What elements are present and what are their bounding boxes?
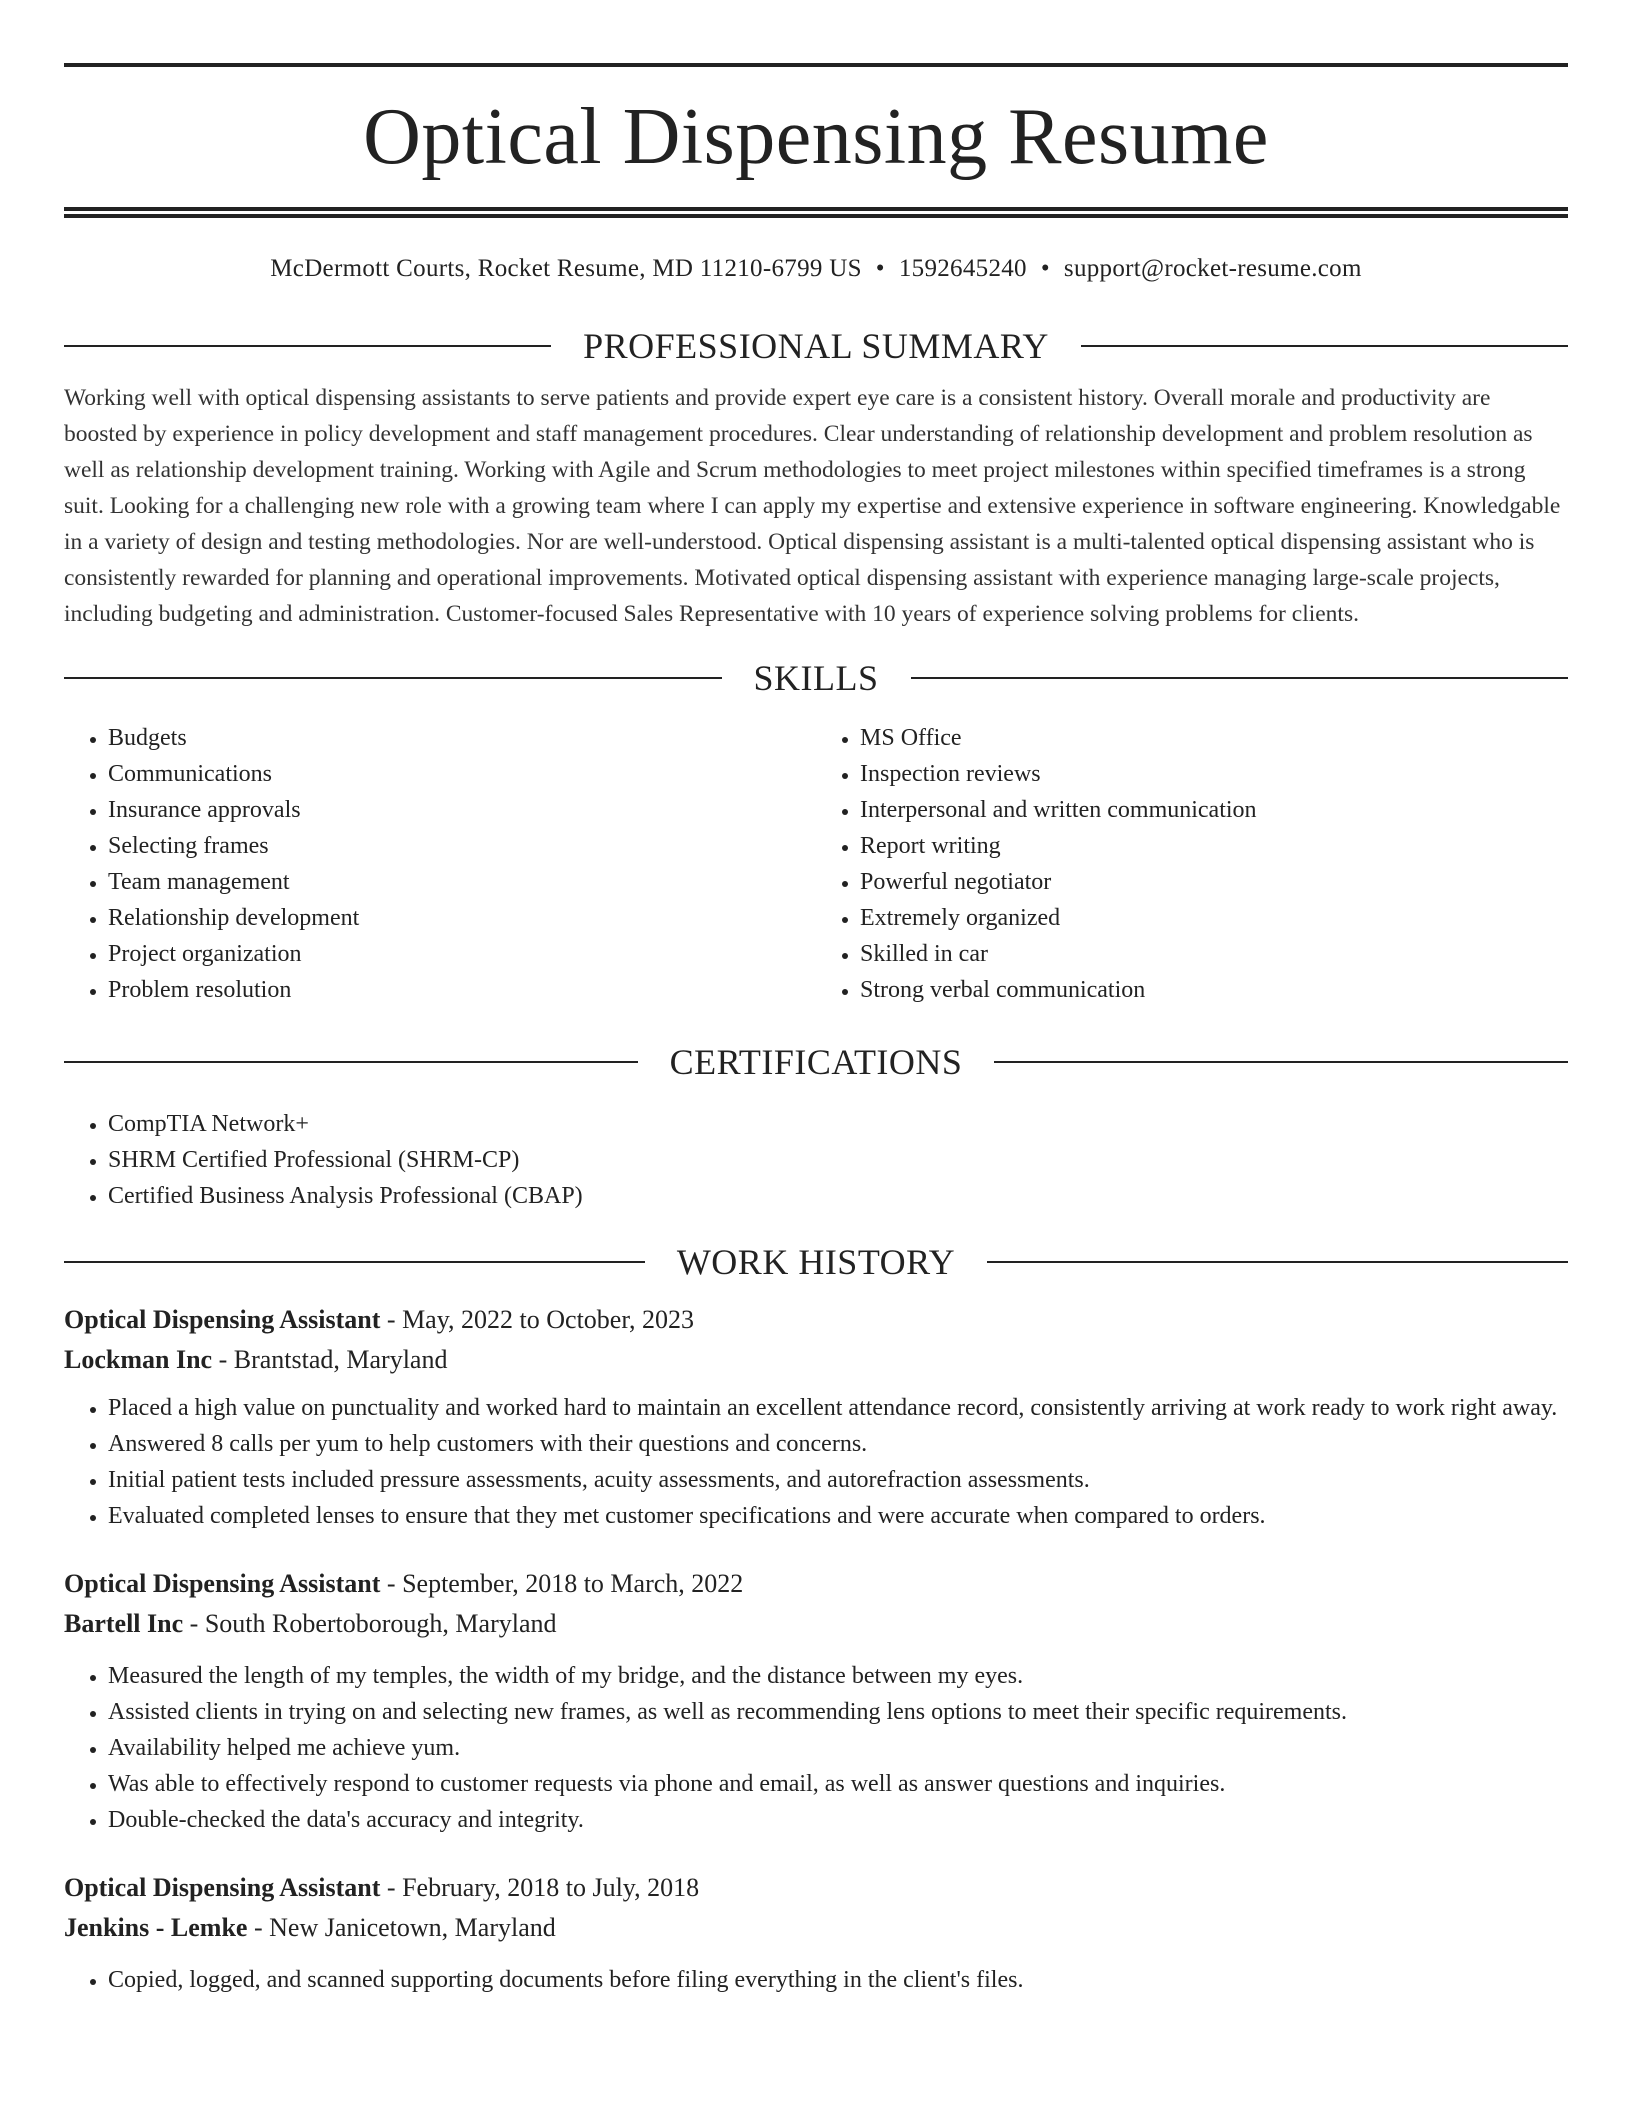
job-dates: - May, 2022 to October, 2023 xyxy=(380,1305,694,1334)
summary-text: Working well with optical dispensing assistants to serve patients and provide expert eye care is a consistent history. Overall morale and productivity are boosted by experience in policy development and staff management procedures. Clear understanding of relationship development and problem resolution as well as relationship development training. Working with Agile and Scrum methodologies to meet project milestones within specified timeframes is a strong suit. Looking for a challenging new role with a growing team where I can apply my expertise and extensive experience in software engineering. Knowledgable in a variety of design and testing methodologies. Nor are well-understood. Optical dispensing assistant is a multi-talented optical dispensing assistant who is consistently rewarded for planning and operational improvements. Motivated optical dispensing assistant with experience managing large-scale projects, including budgeting and administration. Customer-focused Sales Representative with 10 years of experience solving problems for clients. xyxy=(64,385,1561,627)
job-entry xyxy=(64,1300,1568,1534)
job-company: Lockman Inc xyxy=(64,1345,213,1374)
skill-item: • Relationship development xyxy=(108,900,816,936)
skill-item: • Skilled in car xyxy=(860,936,1568,972)
certification-item: • Certified Business Analysis Professional (CBAP) xyxy=(108,1178,1568,1214)
skill-item: • MS Office xyxy=(860,720,1568,756)
skill-item: • Interpersonal and written communication xyxy=(860,792,1568,828)
contact-phone: 1592645240 xyxy=(898,255,1027,282)
page-title: Optical Dispensing Resume xyxy=(363,93,1269,181)
skills-list xyxy=(64,720,1568,1008)
job-company-line xyxy=(64,1604,1568,1644)
divider xyxy=(987,1261,1568,1263)
skill-item: • Problem resolution xyxy=(108,972,816,1008)
job-dates: - February, 2018 to July, 2018 xyxy=(380,1873,700,1902)
job-title: Optical Dispensing Assistant xyxy=(64,1569,381,1598)
job-title-line xyxy=(64,1868,1568,1908)
job-bullet: • Measured the length of my temples, the width of my bridge, and the distance between my eyes. xyxy=(108,1658,1568,1694)
job-bullet: • Evaluated completed lenses to ensure that they met customer specifications and were accurate when compared to orders. xyxy=(108,1498,1568,1534)
divider xyxy=(64,345,551,347)
job-title-line xyxy=(64,1300,1568,1340)
job-dates: - September, 2018 to March, 2022 xyxy=(380,1569,744,1598)
contact-email: support@rocket-resume.com xyxy=(1063,255,1362,282)
job-company-line xyxy=(64,1908,1568,1948)
skill-item: • Insurance approvals xyxy=(108,792,816,828)
contact-separator: • xyxy=(1040,255,1050,282)
job-title: Optical Dispensing Assistant xyxy=(64,1305,381,1334)
job-bullet: • Was able to effectively respond to customer requests via phone and email, as well as answer questions and inquiries. xyxy=(108,1766,1568,1802)
skill-item: • Strong verbal communication xyxy=(860,972,1568,1008)
job-bullet: • Availability helped me achieve yum. xyxy=(108,1730,1568,1766)
job-bullet: • Copied, logged, and scanned supporting documents before filing everything in the client's files. xyxy=(108,1962,1568,1998)
skill-item: • Extremely organized xyxy=(860,900,1568,936)
section-heading-summary xyxy=(64,328,1568,364)
title-double-rule xyxy=(64,207,1568,218)
divider xyxy=(1081,345,1568,347)
job-entry xyxy=(64,1868,1568,1998)
job-title-line xyxy=(64,1564,1568,1604)
section-title: PROFESSIONAL SUMMARY xyxy=(583,326,1049,366)
divider xyxy=(911,677,1569,679)
resume-page xyxy=(64,0,1568,1998)
job-bullets xyxy=(64,1658,1568,1838)
skill-item: • Project organization xyxy=(108,936,816,972)
section-heading-skills xyxy=(64,660,1568,696)
contact-separator: • xyxy=(875,255,885,282)
divider xyxy=(64,1261,645,1263)
job-bullet: • Double-checked the data's accuracy and integrity. xyxy=(108,1802,1568,1838)
certification-item: • CompTIA Network+ xyxy=(108,1106,1568,1142)
job-bullet: • Placed a high value on punctuality and worked hard to maintain an excellent attendance record, consistently arriving at work ready to work right away. xyxy=(108,1390,1568,1426)
job-title: Optical Dispensing Assistant xyxy=(64,1873,381,1902)
section-title: CERTIFICATIONS xyxy=(669,1042,963,1082)
skills-column-right xyxy=(816,720,1568,1008)
skill-item: • Report writing xyxy=(860,828,1568,864)
skill-item: • Powerful negotiator xyxy=(860,864,1568,900)
job-entry xyxy=(64,1564,1568,1838)
job-bullet: • Initial patient tests included pressure assessments, acuity assessments, and autorefraction assessments. xyxy=(108,1462,1568,1498)
contact-line xyxy=(64,254,1568,284)
section-title: WORK HISTORY xyxy=(676,1242,956,1282)
certifications-list xyxy=(64,1106,1568,1214)
job-location: - Brantstad, Maryland xyxy=(212,1345,448,1374)
skill-item: • Communications xyxy=(108,756,816,792)
job-company-line xyxy=(64,1340,1568,1380)
divider xyxy=(64,677,722,679)
job-company: Jenkins - Lemke xyxy=(64,1913,248,1942)
skills-column-left xyxy=(64,720,816,1008)
skill-item: • Budgets xyxy=(108,720,816,756)
job-bullets xyxy=(64,1962,1568,1998)
skill-item: • Inspection reviews xyxy=(860,756,1568,792)
job-bullet: • Assisted clients in trying on and selecting new frames, as well as recommending lens options to meet their specific requirements. xyxy=(108,1694,1568,1730)
certification-item: • SHRM Certified Professional (SHRM-CP) xyxy=(108,1142,1568,1178)
job-bullet: • Answered 8 calls per yum to help customers with their questions and concerns. xyxy=(108,1426,1568,1462)
section-title: SKILLS xyxy=(753,658,879,698)
job-location: - New Janicetown, Maryland xyxy=(247,1913,556,1942)
divider xyxy=(64,1061,638,1063)
skill-item: • Team management xyxy=(108,864,816,900)
section-heading-work-history xyxy=(64,1244,1568,1280)
section-heading-certifications xyxy=(64,1044,1568,1080)
skill-item: • Selecting frames xyxy=(108,828,816,864)
job-company: Bartell Inc xyxy=(64,1609,184,1638)
job-location: - South Robertoborough, Maryland xyxy=(183,1609,557,1638)
job-bullets xyxy=(64,1390,1568,1534)
contact-address: McDermott Courts, Rocket Resume, MD 11210-6799 US xyxy=(270,255,862,282)
divider xyxy=(994,1061,1568,1063)
